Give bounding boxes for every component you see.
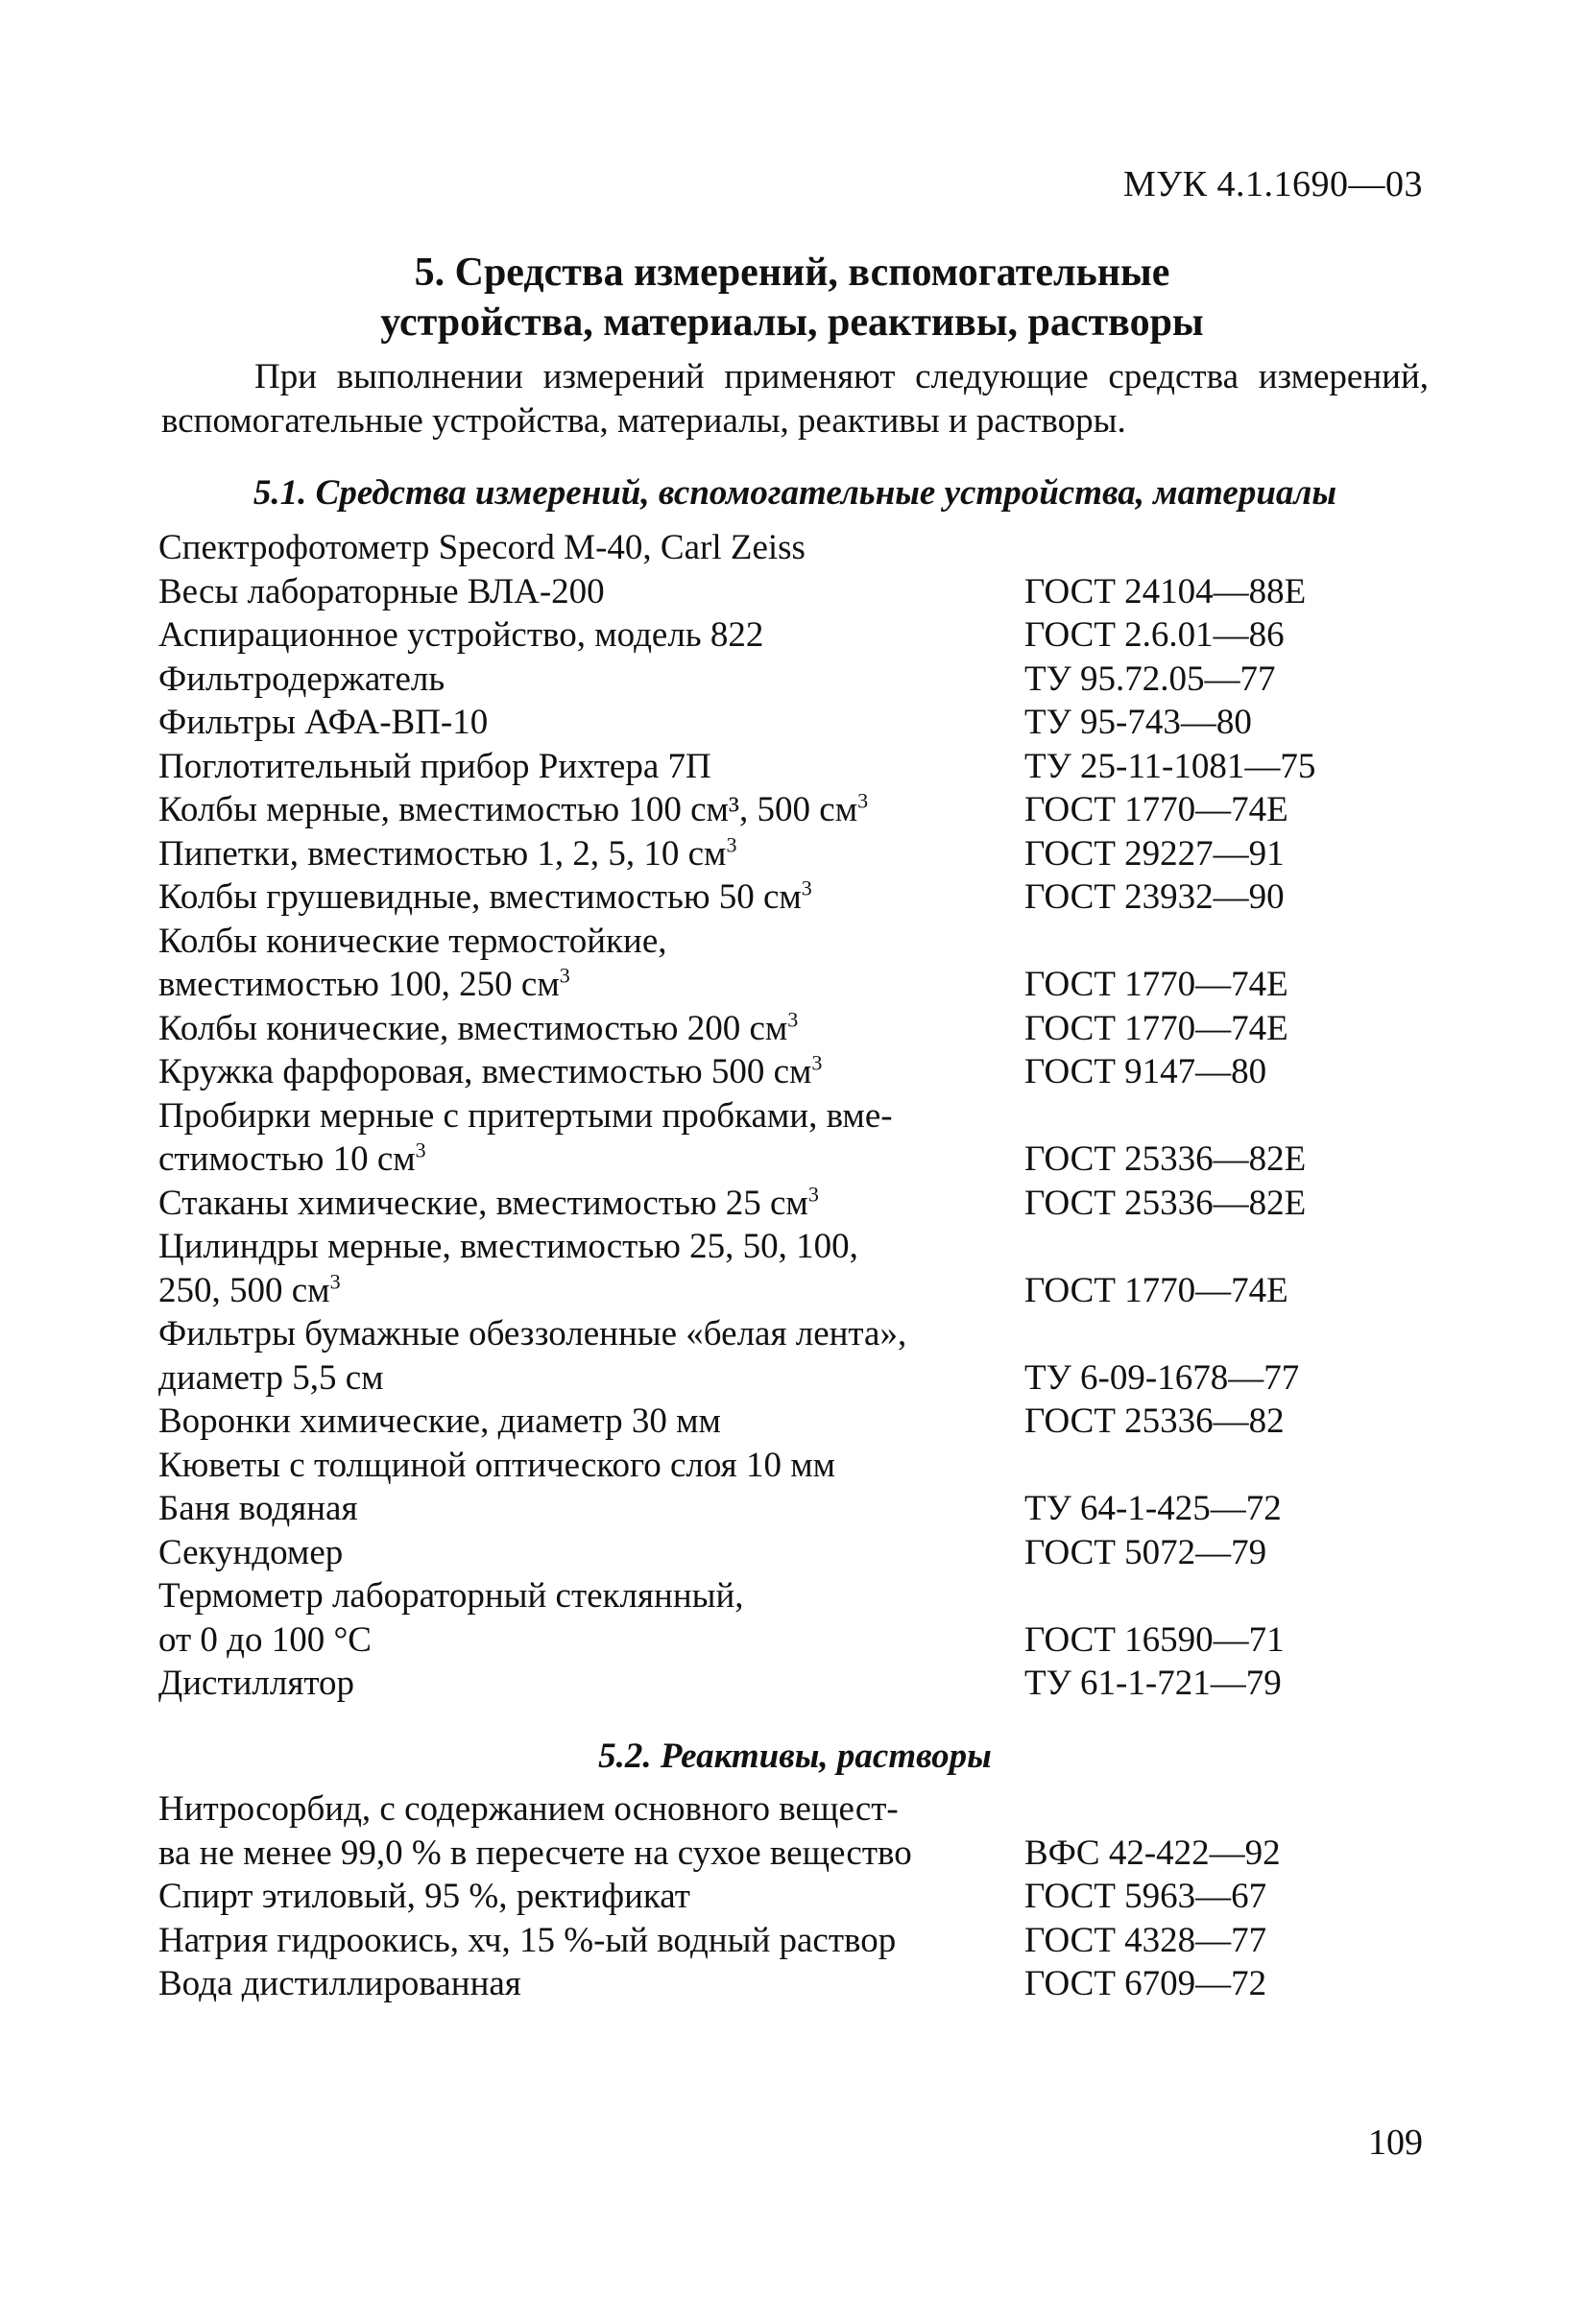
list-item bbox=[158, 1487, 1426, 1531]
item-name-line: Пробирки мерные с притертыми пробками, вме- bbox=[158, 1095, 893, 1136]
item-name bbox=[158, 920, 1042, 1007]
item-standard-code: ГОСТ 1770—74Е bbox=[1024, 1008, 1288, 1048]
item-standard-code: ТУ 95.72.05—77 bbox=[1024, 659, 1276, 699]
list-item bbox=[158, 1400, 1426, 1444]
item-name-line: Кружка фарфоровая, вместимостью 500 $см^3$ bbox=[158, 1050, 823, 1091]
item-standard-code: ГОСТ 24104—88Е bbox=[1024, 571, 1307, 611]
item-name-line: Воронки химические, диаметр 30 мм bbox=[158, 1402, 721, 1441]
item-standard-code: ГОСТ 1770—74Е bbox=[1024, 965, 1288, 1004]
list-item bbox=[158, 1919, 1426, 1963]
item-standard-code: ГОСТ 5963—67 bbox=[1024, 1877, 1267, 1916]
superscript: 3 bbox=[726, 832, 737, 857]
item-name-line: Колбы мерные, вместимостью 100 см³, 500 $см^3$ bbox=[158, 788, 869, 829]
list-item bbox=[158, 788, 1426, 832]
item-standard-code: ТУ 61-1-721—79 bbox=[1024, 1664, 1282, 1703]
document-code: МУК 4.1.1690—03 bbox=[1122, 164, 1423, 204]
item-name-line: диаметр 5,5 см bbox=[158, 1357, 384, 1398]
item-standard-code: ГОСТ 25336—82 bbox=[1024, 1402, 1285, 1441]
item-standard-code: ГОСТ 29227—91 bbox=[1024, 833, 1285, 874]
list-item bbox=[158, 1094, 1426, 1182]
superscript: 3 bbox=[329, 1269, 341, 1294]
list-item bbox=[158, 832, 1426, 876]
item-name bbox=[158, 1531, 1042, 1575]
list-item bbox=[158, 1662, 1426, 1706]
superscript: 3 bbox=[415, 1138, 426, 1162]
item-name bbox=[158, 701, 1042, 745]
item-name bbox=[158, 526, 1042, 570]
superscript: 3 bbox=[807, 1182, 819, 1207]
item-name-line: Колбы грушевидные, вместимостью 50 $см^3$ bbox=[158, 875, 812, 917]
item-name bbox=[158, 745, 1042, 789]
item-name-line: Поглотительный прибор Рихтера 7П bbox=[158, 746, 711, 786]
item-name-line: Колбы конические, вместимостью 200 $см^3$ bbox=[158, 1007, 799, 1048]
list-item bbox=[158, 745, 1426, 789]
list-item bbox=[158, 1312, 1426, 1400]
item-name bbox=[158, 570, 1042, 614]
item-name-line: Термометр лабораторный стеклянный, bbox=[158, 1576, 744, 1616]
item-name-line: вместимостью 100, 250 $см^3$ bbox=[158, 963, 570, 1004]
item-name-line: 250, 500 $см^3$ bbox=[158, 1269, 341, 1310]
item-name bbox=[158, 1875, 1042, 1919]
section-title-line2: устройства, материалы, реактивы, растворы bbox=[380, 300, 1204, 345]
list-item bbox=[158, 1875, 1426, 1919]
list-item bbox=[158, 920, 1426, 1007]
item-standard-code: ГОСТ 1770—74Е bbox=[1024, 1270, 1288, 1310]
item-name bbox=[158, 658, 1042, 702]
item-name-line: стимостью 10 $см^3$ bbox=[158, 1138, 426, 1179]
item-name-line: Колбы конические термостойкие, bbox=[158, 921, 667, 961]
equipment-list bbox=[158, 526, 1426, 1706]
item-standard-code: ТУ 95-743—80 bbox=[1024, 703, 1252, 742]
item-name-line: Натрия гидроокись, хч, 15 %-ый водный раствор bbox=[158, 1920, 897, 1960]
item-name bbox=[158, 613, 1042, 658]
item-standard-code: ГОСТ 5072—79 bbox=[1024, 1532, 1267, 1572]
reagents-list bbox=[158, 1787, 1426, 2006]
item-name bbox=[158, 1574, 1042, 1662]
item-name-line: Спектрофотометр Specord M-40, Carl Zeiss bbox=[158, 528, 806, 567]
item-name-line: Цилиндры мерные, вместимостью 25, 50, 100, bbox=[158, 1227, 858, 1266]
list-item bbox=[158, 875, 1426, 920]
item-name bbox=[158, 1487, 1042, 1531]
superscript: 3 bbox=[857, 788, 869, 813]
subsection2-title: 5.2. Реактивы, растворы bbox=[598, 1737, 992, 1776]
item-standard-code: ГОСТ 23932—90 bbox=[1024, 877, 1285, 917]
item-standard-code: ТУ 25-11-1081—75 bbox=[1024, 746, 1316, 786]
item-name-line: Фильтродержатель bbox=[158, 659, 445, 699]
item-name-line: Фильтры АФА-ВП-10 bbox=[158, 703, 489, 742]
page-number: 109 bbox=[1368, 2122, 1423, 2163]
item-name-line: Вода дистиллированная bbox=[158, 1964, 521, 2003]
item-name-line: Спирт этиловый, 95 %, ректификат bbox=[158, 1877, 690, 1916]
item-name-line: Фильтры бумажные обеззоленные «белая лента», bbox=[158, 1314, 907, 1354]
item-standard-code: ГОСТ 25336—82Е bbox=[1024, 1183, 1307, 1223]
section-title bbox=[240, 248, 1344, 347]
item-standard-code: ТУ 6-09-1678—77 bbox=[1024, 1357, 1300, 1398]
item-name-line: Аспирационное устройство, модель 822 bbox=[158, 615, 764, 655]
list-item bbox=[158, 1574, 1426, 1662]
item-name-line: Стаканы химические, вместимостью 25 $см^3$ bbox=[158, 1182, 819, 1223]
superscript: 3 bbox=[559, 963, 570, 988]
list-item bbox=[158, 1444, 1426, 1488]
item-name-line: Пипетки, вместимостью 1, 2, 5, 10 $см^3$ bbox=[158, 832, 737, 874]
item-name bbox=[158, 1400, 1042, 1444]
item-name bbox=[158, 1787, 1042, 1875]
item-name bbox=[158, 1444, 1042, 1488]
superscript: 3 bbox=[811, 1050, 823, 1075]
item-name-line: Дистиллятор bbox=[158, 1664, 355, 1703]
item-name bbox=[158, 832, 1042, 876]
list-item bbox=[158, 1962, 1426, 2006]
item-name-line: Нитросорбид, с содержанием основного вещест- bbox=[158, 1789, 899, 1829]
list-item bbox=[158, 613, 1426, 658]
item-standard-code: ГОСТ 4328—77 bbox=[1024, 1920, 1267, 1960]
list-item bbox=[158, 1007, 1426, 1051]
item-name bbox=[158, 1312, 1042, 1400]
list-item bbox=[158, 570, 1426, 614]
item-name bbox=[158, 1094, 1042, 1182]
item-standard-code: ГОСТ 9147—80 bbox=[1024, 1052, 1267, 1091]
item-name-line: Кюветы с толщиной оптического слоя 10 мм bbox=[158, 1445, 836, 1485]
item-standard-code: ГОСТ 1770—74Е bbox=[1024, 790, 1288, 829]
item-name bbox=[158, 1919, 1042, 1963]
item-name bbox=[158, 1962, 1042, 2006]
item-name bbox=[158, 1007, 1042, 1051]
item-standard-code: ТУ 64-1-425—72 bbox=[1024, 1489, 1282, 1528]
item-standard-code: ГОСТ 25336—82Е bbox=[1024, 1139, 1307, 1179]
item-name-line: ва не менее 99,0 % в пересчете на сухое вещество bbox=[158, 1833, 912, 1873]
superscript: 3 bbox=[801, 875, 812, 900]
list-item bbox=[158, 1225, 1426, 1312]
list-item bbox=[158, 1182, 1426, 1226]
item-name bbox=[158, 1050, 1042, 1094]
item-name bbox=[158, 1662, 1042, 1706]
list-item bbox=[158, 1050, 1426, 1094]
item-name bbox=[158, 875, 1042, 920]
item-standard-code: ВФС 42-422—92 bbox=[1024, 1833, 1281, 1873]
list-item bbox=[158, 1787, 1426, 1875]
list-item bbox=[158, 1531, 1426, 1575]
item-name-line: Баня водяная bbox=[158, 1489, 358, 1528]
item-standard-code: ГОСТ 16590—71 bbox=[1024, 1619, 1285, 1660]
item-name bbox=[158, 1225, 1042, 1312]
item-standard-code: ГОСТ 6709—72 bbox=[1024, 1964, 1267, 2003]
section-title-line1: 5. Средства измерений, вспомогательные bbox=[414, 251, 1170, 295]
item-name-line: от 0 до 100 °С bbox=[158, 1619, 372, 1660]
item-name bbox=[158, 788, 1042, 832]
superscript: 3 bbox=[787, 1007, 799, 1032]
list-item bbox=[158, 526, 1426, 570]
subsection1-title: 5.1. Средства измерений, вспомогательные устройства, материалы bbox=[253, 473, 1337, 513]
item-name bbox=[158, 1182, 1042, 1226]
list-item bbox=[158, 658, 1426, 702]
item-standard-code: ГОСТ 2.6.01—86 bbox=[1024, 615, 1285, 655]
list-item bbox=[158, 701, 1426, 745]
intro-paragraph: При выполнении измерений применяют следующие средства измерений, вспомогательные устройства, материалы, реактивы и растворы. bbox=[161, 357, 1429, 441]
item-name-line: Весы лабораторные ВЛА-200 bbox=[158, 571, 605, 611]
item-name-line: Секундомер bbox=[158, 1532, 344, 1572]
